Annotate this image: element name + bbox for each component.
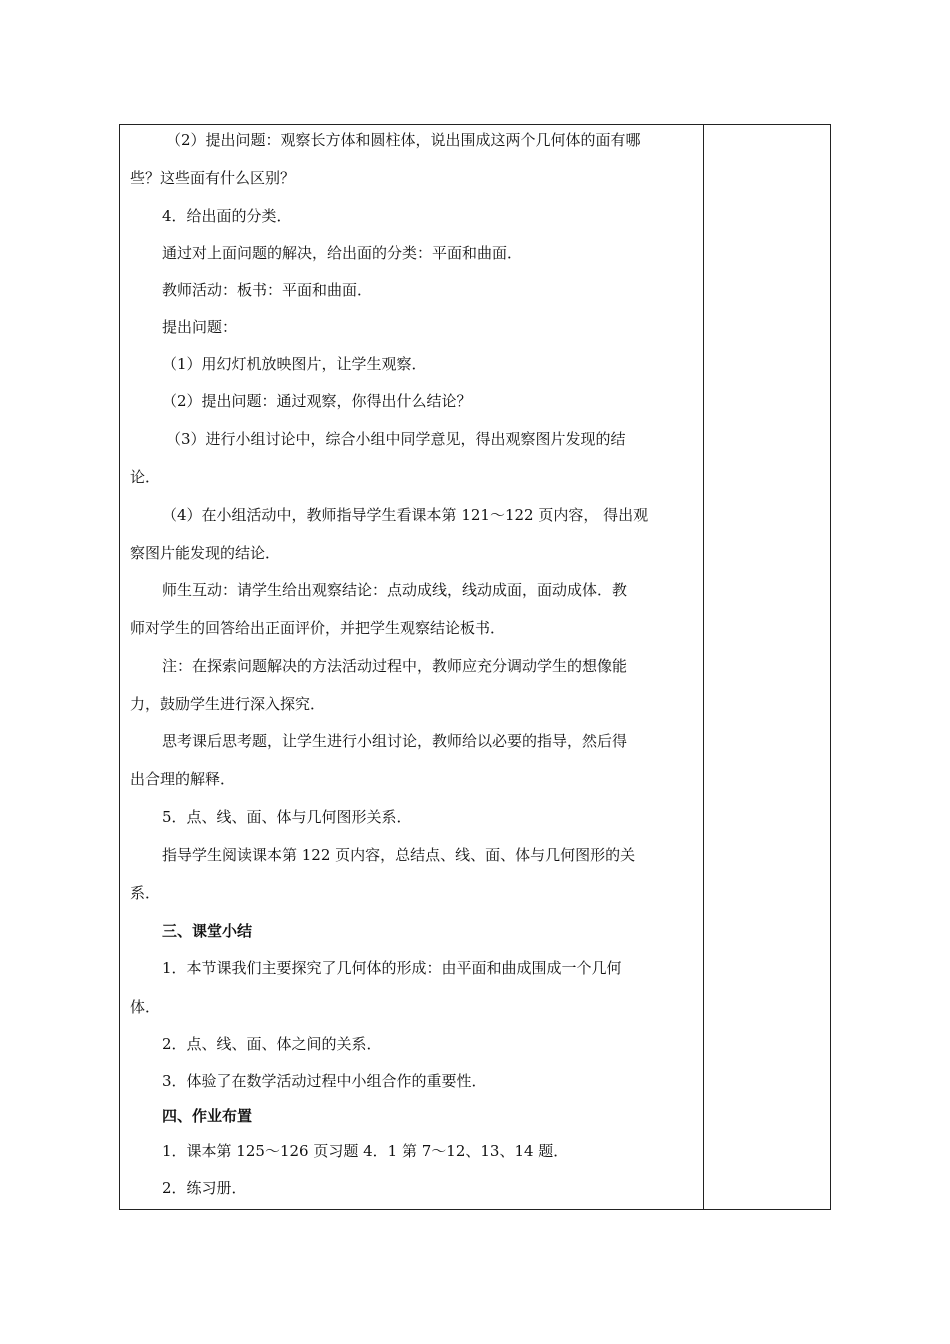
text-line: 1．本节课我们主要探究了几何体的形成：由平面和曲成围成一个几何 — [162, 959, 622, 977]
text-line: 系． — [130, 884, 161, 902]
text-line: 些？这些面有什么区别？ — [130, 169, 296, 187]
text-line: 通过对上面问题的解决，给出面的分类：平面和曲面． — [162, 244, 523, 262]
section-heading-homework: 四、作业布置 — [162, 1107, 253, 1125]
text-line: 5．点、线、面、体与几何图形关系． — [162, 808, 412, 826]
notes-cell — [704, 125, 830, 1209]
text-line: 4．给出面的分类． — [162, 207, 292, 225]
text-line: （2）提出问题：通过观察，你得出什么结论？ — [162, 392, 472, 410]
text-line: （2）提出问题：观察长方体和圆柱体，说出围成这两个几何体的面有哪 — [166, 131, 641, 149]
section-heading-summary: 三、课堂小结 — [162, 922, 253, 940]
text-line: （1）用幻灯机放映图片，让学生观察． — [162, 355, 427, 373]
text-line: 思考课后思考题，让学生进行小组讨论，教师给以必要的指导，然后得 — [162, 732, 628, 750]
text-line: 察图片能发现的结论． — [130, 544, 281, 562]
text-line: 提出问题： — [162, 318, 238, 336]
text-line: 1．课本第 125～126 页习题 4．1 第 7～12、13、14 题． — [162, 1142, 569, 1160]
text-line: 指导学生阅读课本第 122 页内容，总结点、线、面、体与几何图形的关 — [162, 846, 636, 864]
text-line: 注：在探索问题解决的方法活动过程中，教师应充分调动学生的想像能 — [162, 657, 628, 675]
lesson-content-cell — [120, 125, 703, 1209]
text-line: 教师活动：板书：平面和曲面． — [162, 281, 373, 299]
text-line: 师对学生的回答给出正面评价，并把学生观察结论板书． — [130, 619, 506, 637]
text-line: 体． — [130, 998, 161, 1016]
lesson-table — [119, 124, 831, 1210]
text-line: （3）进行小组讨论中，综合小组中同学意见，得出观察图片发现的结 — [166, 430, 626, 448]
text-line: 2．点、线、面、体之间的关系． — [162, 1035, 382, 1053]
text-line: 力，鼓励学生进行深入探究． — [130, 695, 326, 713]
text-line: 2．练习册． — [162, 1179, 247, 1197]
text-line: 论． — [130, 468, 161, 486]
text-line: （4）在小组活动中，教师指导学生看课本第 121～122 页内容， 得出观 — [162, 506, 649, 524]
text-line: 出合理的解释． — [130, 770, 236, 788]
text-line: 3．体验了在数学活动过程中小组合作的重要性． — [162, 1072, 487, 1090]
text-line: 师生互动：请学生给出观察结论：点动成线，线动成面，面动成体．教 — [162, 581, 628, 599]
